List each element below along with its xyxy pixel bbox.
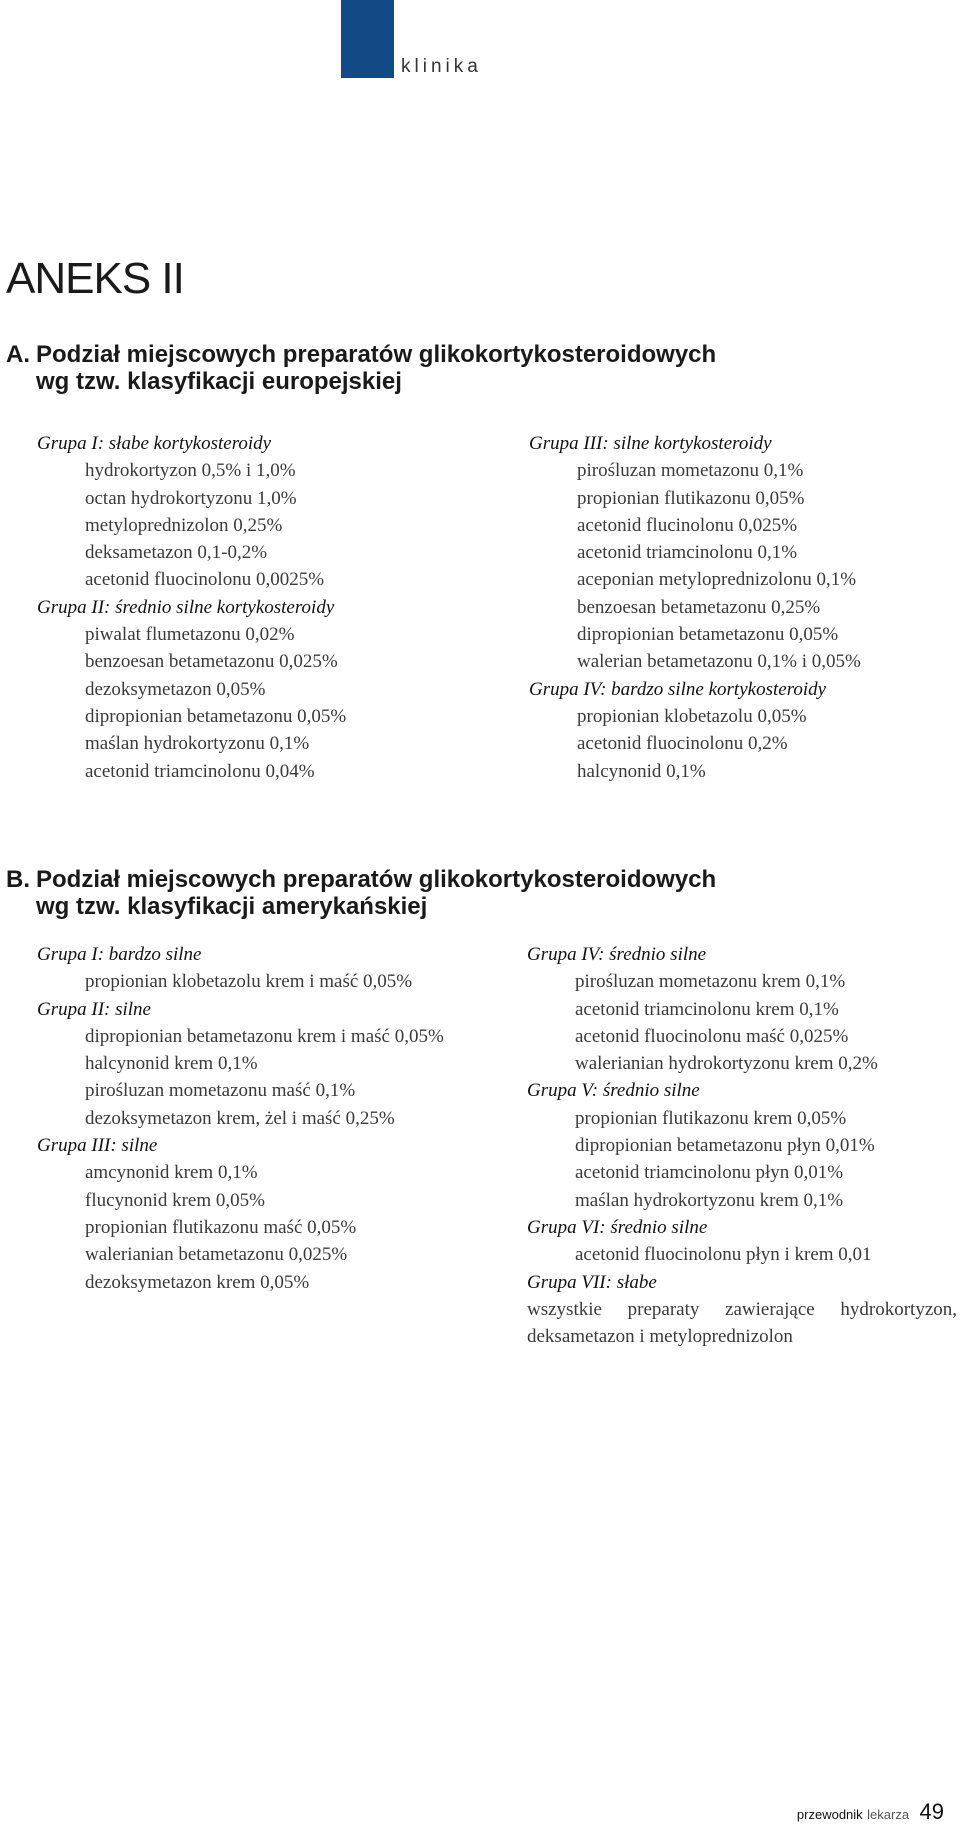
preparation-item: hydrokortyzon 0,5% i 1,0% xyxy=(85,460,296,482)
preparation-item: acetonid flucinolonu 0,025% xyxy=(577,514,798,536)
group-heading: Grupa I: bardzo silne xyxy=(37,944,202,965)
preparation-item: propionian klobetazolu krem i maść 0,05% xyxy=(85,971,413,993)
preparation-item: dipropionian betametazonu krem i maść 0,05% xyxy=(85,1025,444,1047)
group-heading: Grupa II: silne xyxy=(37,998,151,1020)
section-label: klinika xyxy=(401,56,482,77)
page-footer xyxy=(797,1799,944,1825)
section-b-left-column xyxy=(37,941,453,1296)
preparation-item: propionian flutikazonu krem 0,05% xyxy=(575,1107,847,1129)
preparation-item: dezoksymetazon krem, żel i maść 0,25% xyxy=(85,1107,395,1129)
section-a-heading-line2: wg tzw. klasyfikacji europejskiej xyxy=(36,368,402,395)
preparation-item: walerian betametazonu 0,1% i 0,05% xyxy=(577,651,861,673)
section-a-heading-line1: Podział miejscowych preparatów glikokortykosteroidowych xyxy=(36,341,717,368)
preparation-item: deksametazon 0,1-0,2% xyxy=(85,542,268,564)
group-heading: Grupa VI: średnio silne xyxy=(527,1216,708,1238)
preparation-item: dezoksymetazon 0,05% xyxy=(85,678,266,700)
preparation-item: acetonid triamcinolonu krem 0,1% xyxy=(575,998,839,1020)
preparation-item: metyloprednizolon 0,25% xyxy=(85,514,283,536)
group-heading: Grupa IV: bardzo silne kortykosteroidy xyxy=(529,678,827,700)
group-heading: Grupa I: słabe kortykosteroidy xyxy=(37,433,272,454)
section-b-heading-line2: wg tzw. klasyfikacji amerykańskiej xyxy=(36,893,428,920)
group-heading: Grupa V: średnio silne xyxy=(527,1080,700,1102)
footer-brand-part2: lekarza xyxy=(867,1807,910,1822)
preparation-item: pirośluzan mometazonu krem 0,1% xyxy=(575,971,846,993)
preparation-item: acetonid triamcinolonu 0,04% xyxy=(85,760,315,782)
preparation-item: dezoksymetazon krem 0,05% xyxy=(85,1271,310,1293)
preparation-item: flucynonid krem 0,05% xyxy=(85,1189,265,1211)
section-b-heading xyxy=(6,866,716,920)
preparation-item: piwalat flumetazonu 0,02% xyxy=(85,624,295,646)
preparation-item: acetonid fluocinolonu 0,0025% xyxy=(85,569,325,591)
preparation-item: walerianian hydrokortyzonu krem 0,2% xyxy=(575,1053,878,1075)
preparation-item: acetonid triamcinolonu płyn 0,01% xyxy=(575,1162,844,1184)
page-title: ANEKS II xyxy=(6,254,184,303)
group-heading: Grupa IV: średnio silne xyxy=(527,944,707,965)
preparation-item: benzoesan betametazonu 0,25% xyxy=(577,596,821,618)
header-color-block xyxy=(341,0,394,78)
preparation-item: pirośluzan mometazonu maść 0,1% xyxy=(85,1080,356,1102)
group-heading: Grupa VII: słabe xyxy=(527,1271,657,1293)
preparation-item: acetonid fluocinolonu maść 0,025% xyxy=(575,1025,849,1047)
preparation-item: benzoesan betametazonu 0,025% xyxy=(85,651,338,673)
preparation-item: acetonid fluocinolonu płyn i krem 0,01 xyxy=(575,1244,872,1266)
section-b-right-column xyxy=(527,941,957,1350)
preparation-item: acetonid fluocinolonu 0,2% xyxy=(577,733,788,755)
page-number: 49 xyxy=(919,1799,944,1824)
preparation-item: acetonid triamcinolonu 0,1% xyxy=(577,542,798,564)
group-heading: Grupa III: silne kortykosteroidy xyxy=(529,433,772,454)
section-a-letter: A. xyxy=(6,341,30,368)
preparation-item: maślan hydrokortyzonu krem 0,1% xyxy=(575,1189,844,1211)
group-text: wszystkie preparaty zawierające hydrokortyzon, deksametazon i metyloprednizolon xyxy=(527,1298,957,1348)
preparation-item: halcynonid 0,1% xyxy=(577,760,706,782)
preparation-item: propionian klobetazolu 0,05% xyxy=(577,705,807,727)
preparation-item: pirośluzan mometazonu 0,1% xyxy=(577,460,804,482)
group-heading: Grupa II: średnio silne kortykosteroidy xyxy=(37,596,335,618)
preparation-item: aceponian metyloprednizolonu 0,1% xyxy=(577,569,857,591)
preparation-item: walerianian betametazonu 0,025% xyxy=(85,1244,348,1266)
preparation-item: propionian flutikazonu maść 0,05% xyxy=(85,1216,357,1238)
preparation-item: dipropionian betametazonu 0,05% xyxy=(85,705,347,727)
preparation-item: maślan hydrokortyzonu 0,1% xyxy=(85,733,310,755)
preparation-item: dipropionian betametazonu 0,05% xyxy=(577,624,839,646)
preparation-item: dipropionian betametazonu płyn 0,01% xyxy=(575,1135,875,1157)
section-a-right-column xyxy=(529,430,949,785)
preparation-item: halcynonid krem 0,1% xyxy=(85,1053,258,1075)
preparation-item: octan hydrokortyzonu 1,0% xyxy=(85,487,297,509)
section-b-heading-line1: Podział miejscowych preparatów glikokortykosteroidowych xyxy=(36,866,717,893)
section-a-left-column xyxy=(37,430,457,785)
section-a-heading xyxy=(6,341,716,395)
section-b-letter: B. xyxy=(6,866,30,893)
preparation-item: propionian flutikazonu 0,05% xyxy=(577,487,805,509)
footer-brand-part1: przewodnik xyxy=(796,1807,863,1822)
group-heading: Grupa III: silne xyxy=(37,1135,158,1157)
preparation-item: amcynonid krem 0,1% xyxy=(85,1162,258,1184)
